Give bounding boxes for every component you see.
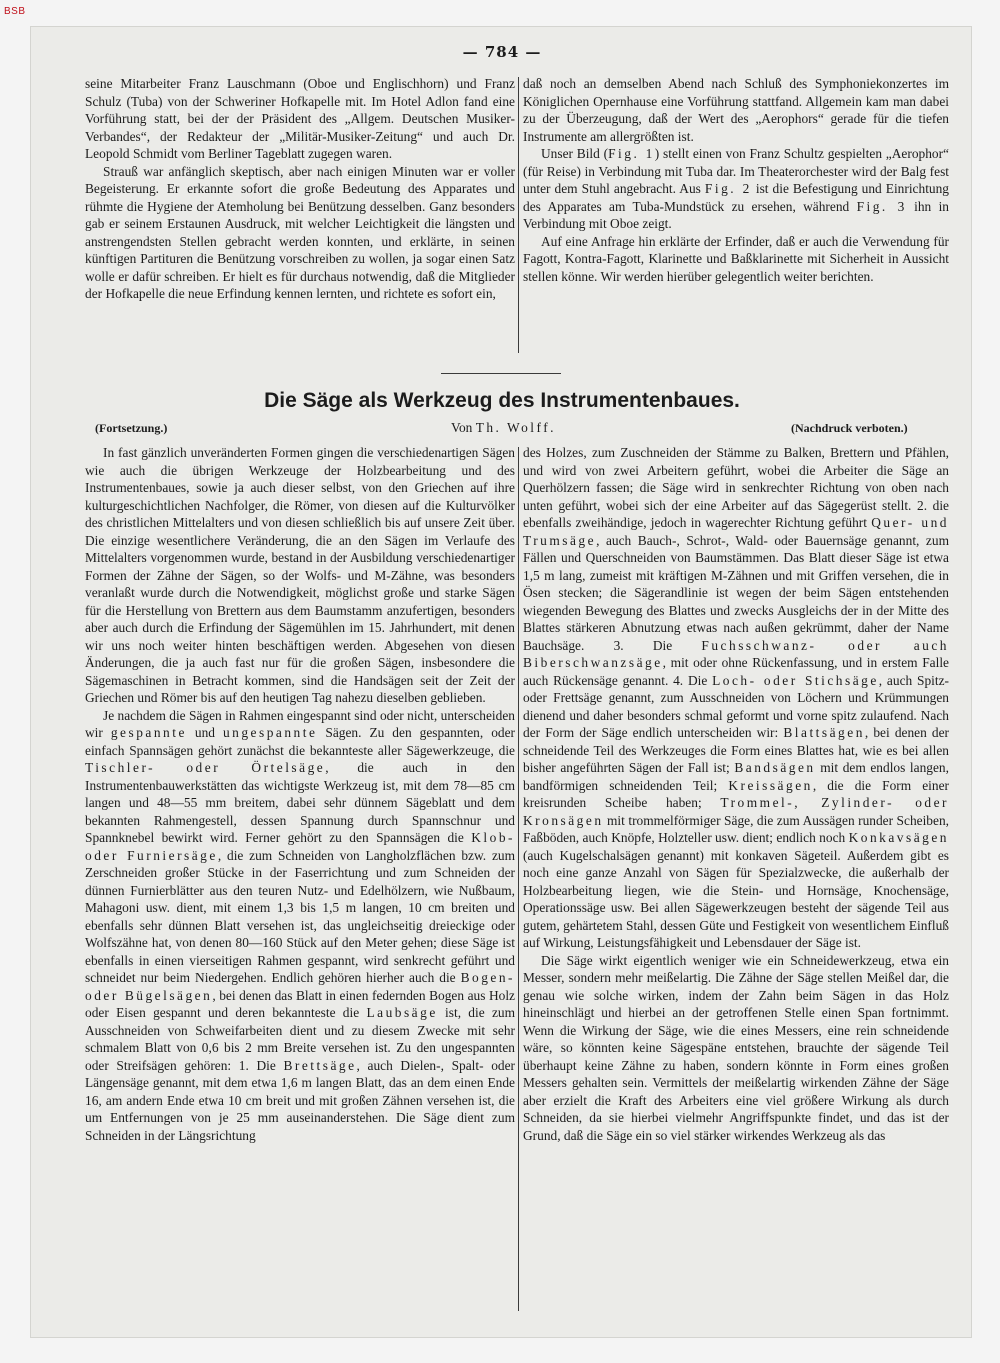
section-divider [441, 373, 561, 374]
figure-ref: Fig. 2 [704, 181, 752, 196]
article-title: Die Säge als Werkzeug des Instrumentenbaues. [264, 389, 740, 412]
newspaper-page [30, 26, 972, 1338]
top-right-column [523, 75, 949, 285]
library-watermark: BSB [4, 6, 26, 17]
figure-ref: Fig. 3 [856, 198, 907, 214]
column-divider [518, 77, 519, 353]
paragraph: daß noch an demselben Abend nach Schluß des Symphoniekonzertes im Königlichen Opernhause eine Vorführung stattfand. Allgemein kam man dabei zu der Überzeugung, daß der Wert des „Aerophors“ gerade für die tiefen Instrumente am allergrößten ist. [523, 76, 949, 144]
author-line: Von Th. Wolff. [451, 420, 557, 435]
author-name: Th. Wolff. [475, 420, 557, 435]
continuation-note: (Fortsetzung.) [95, 421, 168, 435]
paragraph: seine Mitarbeiter Franz Lauschmann (Oboe und Englischhorn) und Franz Schulz (Tuba) von der Schweriner Hofkapelle mit. Im Hotel Adlon fand eine Vorführung statt, bei der der Präsident des „Allgem. Deutschen Musiker-Verbandes“, der Redakteur der „Militär-Musiker-Zeitung“ und auch Dr. Leopold Schmidt vom Berliner Tageblatt zugegen waren. [85, 76, 515, 161]
figure-ref: Fig. 1 [608, 146, 655, 161]
paragraph: Die Säge wirkt eigentlich weniger wie ein Schneidewerkzeug, etwa ein Messer, sondern mehr meißelartig. Die Zähne der Säge stellen Meißel dar, die genau wie solche wirken, indem der Zahn beim Sägen in das Holz hineinschlägt und hierbei an der getroffenen Stelle einen Span fortnimmt. Wenn die Wirkung der Säge, wie die eines Messers, eine rein schneidende wäre, so könnten keine Sägespäne entstehen, brauchte der sägende Teil überhaupt keine Zähne zu haben, sondern könnte in Form eines großen Messers gehalten sein. Vermittels der meißelartig wirkenden Zähne der Säge aber erzielt die Kraft des Arbeiters eine viel größere Wirkung als durch Schneiden, da sie hierbei vielmehr Angriffspunkte findet, und das ist der Grund, daß die Säge ein so viel stärker wirkendes Werkzeug als das [523, 952, 949, 1143]
paragraph: Auf eine Anfrage hin erklärte der Erfinder, daß er auch die Verwendung für Fagott, Kontra-Fagott, Klarinette und Baßklarinette mit Sicherheit in Aussicht stellen könne. Wir werden hierüber gelegentlich weiter berichten. [523, 233, 949, 284]
rights-note: (Nachdruck verboten.) [791, 421, 908, 435]
bottom-left-column [85, 444, 515, 1144]
paragraph: Je nachdem die Sägen in Rahmen eingespannt sind oder nicht, unterscheiden wir gespannte und ungespannte Sägen. Zu den gespannten, oder einfach Spannsägen gehört zunächst die bekannteste aller Sägewerkzeuge, die Tischler- oder Örtelsäge, die auch in den Instrumentenbauwerkstätten das wichtigste Werkzeug ist, mit dem 78—85 cm langen und 48—55 mm breitem, dabei sehr dünnem Sägeblatt und dem bekannten Rahmengestell, dessen Spannung durch Spannschnur und Spannknebel bewirkt wird. Ferner gehört zu den Spannsägen die Klob- oder Furniersäge, die zum Schneiden von Langholzflächen bzw. zum Zerschneiden großer Stücke in der Faserrichtung und zum Schneiden der dünnen Furnierblätter aus den teuren Nutz- und Edelhölzern, wie Nußbaum, Mahagoni usw. dient, mit einem 1,3 bis 1,5 m langen, 10 cm breiten und ebenfalls sehr dünnen Blatt versehen ist, das ungleichseitig dreieckige oder Wolfszähne hat, von denen 80—160 Stück auf den Meter gehen; diese Säge ist ebenfalls in einen vierseitigen Rahmen gespannt, wird senkrecht geführt und schneidet nur beim Niedergehen. Endlich gehören hierher auch die Bogen- oder Bügelsägen, bei denen das Blatt in einen federnden Bogen aus Holz oder Eisen gespannt und deren bekannteste die Laubsäge ist, die zum Ausschneiden von Schweifarbeiten dient und zu diesem Zwecke mit sehr schmalem Blatt von 0,6 bis 2 mm Breite versehen ist. Zu den ungespannten oder Streifsägen gehören: 1. Die Brettsäge, auch Dielen-, Spalt- oder Längensäge genannt, mit dem etwa 1,6 m langen Blatt, das an dem einen Ende 16, am andern Ende etwa 10 cm breit und mit großen Zähnen versehen ist, die um Entfernungen von je 25 mm auseinanderstehen. Die Säge dient zum Schneiden in der Längsrichtung [85, 707, 515, 1143]
paragraph: In fast gänzlich unveränderten Formen gingen die verschiedenartigen Sägen wie auch die übrigen Werkzeuge der Holzbearbeitung und des Instrumentenbaues, sowie ja auch dieser selbst, von den Griechen auf ihre kulturgeschichtlichen Nachfolger, die Römer, von diesen auf die Kulturvölker des christlichen Mittelalters und von diesen schließlich bis auf unsere Zeit über. Die einzige wesentlichere Veränderung, die an den Sägen im Verlaufe des Mittelalters vorgenommen wurde, bestand in der Ausbildung verschiedenartiger Formen der Zähne der Sägen, so der Wolfs- und M-Zähne, was besonders veranlaßt wurde durch die Notwendigkeit, möglichst große und starke Sägen für die Herstellung von Brettern aus dem Baumstamm anzufertigen, besonders aber auch durch die Erfindung der Sägemühlen im 15. Jahrhundert, mit denen wir uns noch weiter hinten beschäftigen werden. Abgesehen von diesen Änderungen, die ja auch fast nur für die großen Sägen, insbesondere die Sägemaschinen in Betracht kommen, sind die Handsägen seit der Zeit der Griechen und Römer bis auf den heutigen Tag nahezu dieselben geblieben. [85, 445, 515, 705]
column-divider [518, 447, 519, 1311]
paragraph: Unser Bild (Fig. 1) stellt einen von Franz Schultz gespielten „Aerophor“ (für Reise) in Verbindung mit Tuba dar. Im Theaterorchester wird der Balg fest unter dem Stuhl angebracht. Aus Fig. 2 ist die Befestigung und Einrichtung des Apparates am Tuba-Mundstück zu ersehen, während Fig. 3 ihn in Verbindung mit Oboe zeigt. [523, 146, 949, 231]
page-number: — 784 — [462, 43, 542, 61]
bottom-right-column [523, 444, 949, 1144]
paragraph: Strauß war anfänglich skeptisch, aber nach einigen Minuten war er voller Begeisterung. Er erkannte sofort die große Bedeutung des Apparates und rühmte die Hygiene der Atemholung bei Benützung desselben. Ganz besonders gab er seinem Erstaunen Ausdruck, mit welcher Leichtigkeit die längsten und anstrengendsten Stellen gebracht werden konnten, und erklärte, in seinen künftigen Partituren die Benützung vorschreiben zu wollen, ja sogar einen Satz wolle er dafür schreiben. Er hielt es für durchaus notwendig, daß die Mitglieder der Hofkapelle die neue Erfindung kennen lernten, und richtete es sofort ein, [85, 163, 515, 301]
paragraph: des Holzes, zum Zuschneiden der Stämme zu Balken, Brettern und Pfählen, und wird von zwei Arbeitern geführt, wobei die Arbeiter die Säge an Querhölzern fassen; die Säge wird in senkrechter Richtung von oben nach unten geführt, wobei sich der eine Arbeiter auf das Sägegerüst stellt. 2. die ebenfalls zweihändige, jedoch in wagerechter Richtung geführt Quer- und Trumsäge, auch Bauch-, Schrot-, Wald- oder Bauernsäge genannt, zum Fällen und Querschneiden von Baumstämmen. Das Blatt dieser Säge ist etwa 1,5 m lang, zumeist mit kräftigen M-Zähnen und mit Griffen versehen, die in Ösen stecken; die Sägerandlinie ist wegen der beim Sägen entstehenden wiegenden Bewegung des Blattes und zwecks Ausgleichs der in der Mitte des Blattes stärkeren Abnutzung etwas nach außen gekrümmt, daher der Name Bauchsäge. 3. Die Fuchsschwanz- oder auch Biberschwanzsäge, mit oder ohne Rückenfassung, und in erstem Falle auch Rückensäge genannt. 4. Die Loch- oder Stichsäge, auch Spitz- oder Frettsäge genannt, zum Ausschneiden von Löchern und Krümmungen dienend und daher besonders schmal geformt und vorne spitz zulaufend. Nach der Form der Säge endlich unterscheiden wir: Blattsägen, bei denen der schneidende Teil des Werkzeuges die Form eines Blattes hat, wie es bei allen bisher angeführten Sägen der Fall ist; Bandsägen mit dem endlos langen, bandförmigen schneidenden Teil; Kreissägen, die die Form einer kreisrunden Scheibe haben; Trommel-, Zylinder- oder Kronsägen mit trommelförmiger Säge, die zum Aussägen runder Scheiben, Faßböden, auch Knöpfe, Holzteller usw. dient; endlich noch Konkavsägen (auch Kugelschalsägen genannt) mit konkaven Sägeteil. Außerdem gibt es noch eine ganze Anzahl von Sägen für Spezialzwecke, die außerhalb der Holzbearbeitung liegen, wie die Stein- und Hornsäge, Knochensäge, Operationssäge usw. Bei allen Sägewerkzeugen besteht der sägende Teil aus gutem, gehärtetem Stahl, dessen Güte und Festigkeit von wesentlichem Einfluß auf Wirkung, Leistungsfähigkeit und Lebensdauer der Säge ist. [523, 445, 950, 950]
top-left-column [85, 75, 515, 303]
